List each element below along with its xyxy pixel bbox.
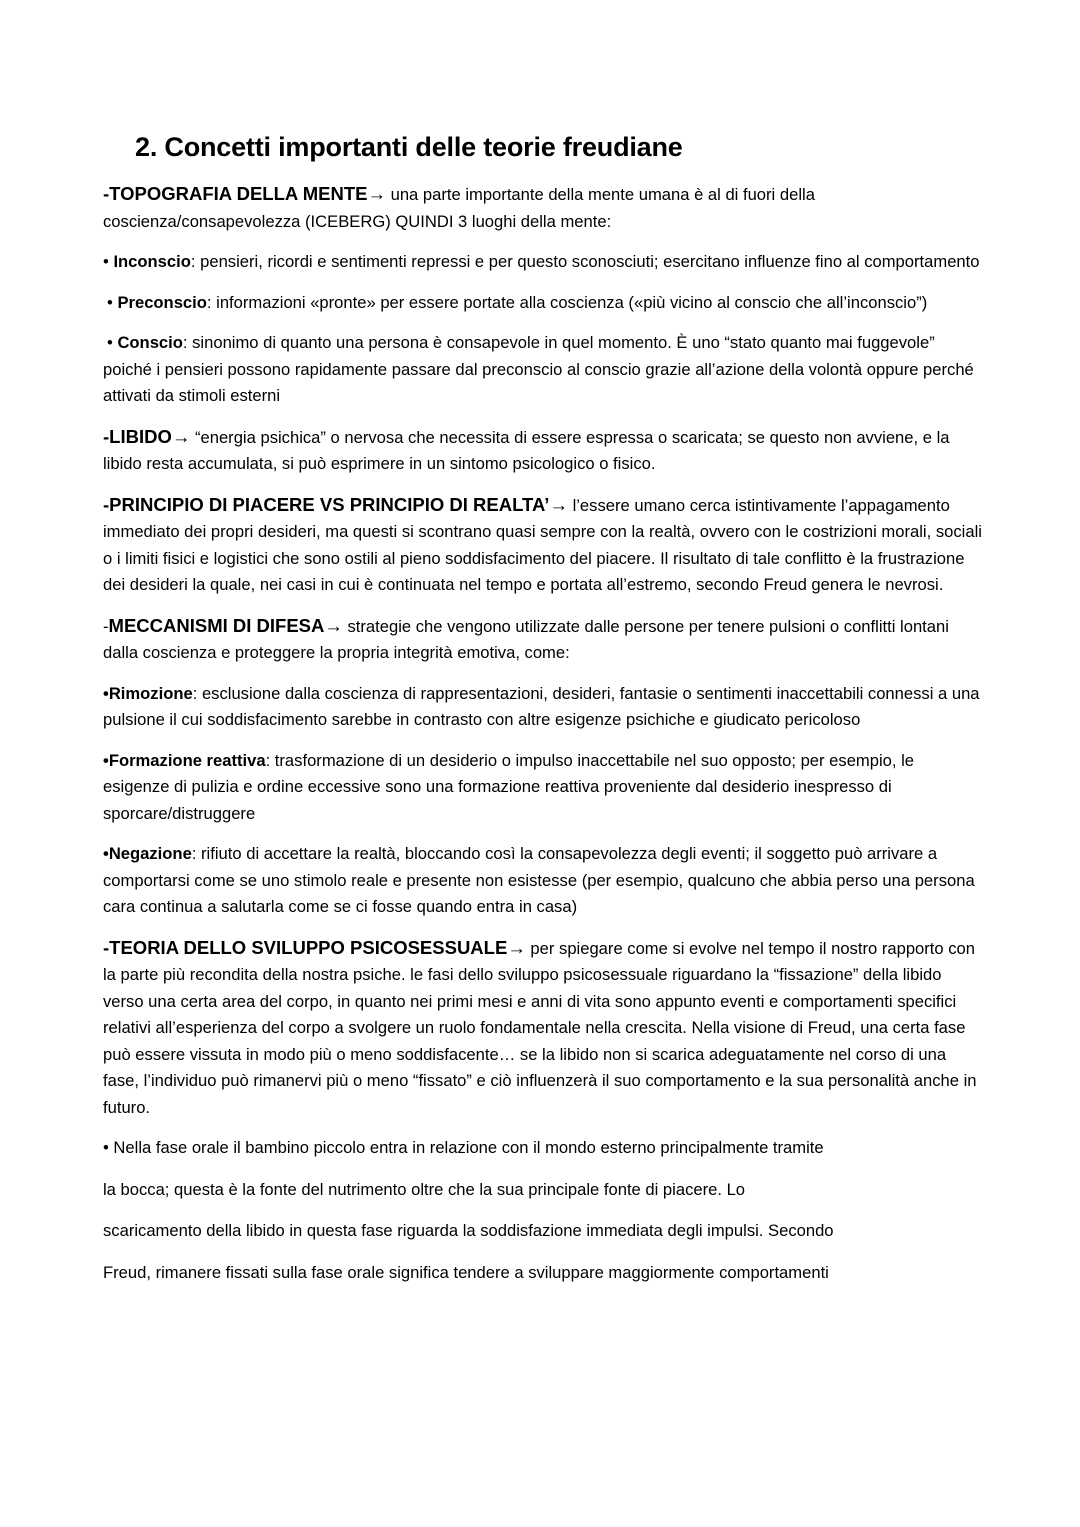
meccanismi-text: strategie che vengono utilizzate dalle persone per tenere pulsioni o conflitti lontani dalla coscienza e proteggere la propria integrità emotiva, come:: [103, 616, 949, 662]
inconscio-item: [103, 249, 983, 276]
rimozione-term: Rimozione: [108, 683, 193, 703]
meccanismi-prefix: -: [103, 616, 109, 636]
arrow-icon: →: [171, 425, 191, 447]
rimozione-text: : esclusione dalla coscienza di rappresentazioni, desideri, fantasie o sentimenti inaccettabili connessi a una pulsione il cui soddisfacimento sarebbe in contrasto con altre esigenze psichiche e giudicato pericoloso: [103, 683, 980, 729]
bullet-icon: •: [103, 683, 109, 703]
section-title: 2. Concetti importanti delle teorie freudiane: [135, 132, 683, 162]
meccanismi-heading: MECCANISMI DI DIFESA: [108, 614, 325, 636]
formazione-term: Formazione reattiva: [108, 750, 266, 770]
bullet-icon: •: [107, 292, 113, 312]
orale-line: Freud, rimanere fissati sulla fase orale significa tendere a sviluppare maggiormente comportamenti: [103, 1262, 829, 1282]
orale-line: • Nella fase orale il bambino piccolo entra in relazione con il mondo esterno principalmente tramite: [103, 1138, 824, 1157]
principio-heading: -PRINCIPIO DI PIACERE VS PRINCIPIO DI REALTA’: [103, 493, 550, 515]
formazione-text: : trasformazione di un desiderio o impulso inaccettabile nel suo opposto; per esempio, le esigenze di pulizia e ordine eccessive sono una formazione reattiva proveniente dal desiderio inespresso di sporcare/distruggere: [103, 750, 915, 823]
formazione-item: [103, 748, 983, 828]
conscio-item: [103, 330, 983, 410]
rimozione-item: [103, 681, 983, 734]
preconscio-item: [103, 290, 983, 317]
principio-paragraph: [103, 492, 983, 599]
arrow-icon: →: [549, 493, 568, 515]
topografia-paragraph: [103, 181, 983, 235]
negazione-term: Negazione: [108, 844, 192, 863]
meccanismi-paragraph: [103, 613, 983, 667]
teoria-text: per spiegare come si evolve nel tempo il nostro rapporto con la parte più recondita della nostra psiche. le fasi dello sviluppo psicosessuale riguardano la “fissazione” della libido verso una certa area del corpo, in quanto nei primi mesi e anni di vita sono appunto eventi e comportamenti specifici relativi all’esperienza del corpo a svolgere un ruolo fondamentale nella crescita. Nella visione di Freud, una certa fase può essere vissuta in modo più o meno soddisfacente… se la libido non si scarica adeguatamente nel corso di una fase, l’individuo può rimanervi più o meno “fissato” e ciò influenzerà il suo comportamento e la sua personalità anche in futuro.: [103, 938, 977, 1117]
preconscio-term: Preconscio: [117, 292, 207, 312]
bullet-icon: •: [103, 252, 109, 271]
orale-line: scaricamento della libido in questa fase riguarda la soddisfazione immediata degli impulsi. Secondo: [103, 1221, 834, 1240]
teoria-heading: -TEORIA DELLO SVILUPPO PSICOSESSUALE: [103, 936, 508, 958]
libido-heading: -LIBIDO: [103, 425, 172, 447]
topografia-heading: -TOPOGRAFIA DELLA MENTE: [103, 183, 368, 204]
negazione-item: [103, 841, 983, 921]
bullet-icon: •: [107, 333, 113, 352]
negazione-text: : rifiuto di accettare la realtà, bloccando così la consapevolezza degli eventi; il soggetto può arrivare a comportarsi come se uno stimolo reale e presente non esistesse (per esempio, qualcuno che abbia perso una persona cara continua a salutarla come se ci fosse quando entra in casa): [103, 844, 975, 916]
conscio-text: : sinonimo di quanto una persona è consapevole in quel momento. È uno “stato quanto mai fuggevole” poiché i pensieri possono rapidamente passare dal preconscio al conscio grazie all’azione della volontà oppure perché attivati da stimoli esterni: [103, 333, 974, 405]
libido-text: “energia psichica” o nervosa che necessita di essere espressa o scaricata; se questo non avviene, e la libido resta accumulata, si può esprimere in un sintomo psicologico o fisico.: [103, 427, 950, 473]
conscio-term: Conscio: [117, 333, 183, 352]
bullet-icon: •: [103, 844, 109, 863]
arrow-icon: →: [367, 183, 386, 204]
bullet-icon: •: [103, 750, 109, 770]
orale-line: la bocca; questa è la fonte del nutrimento oltre che la sua principale fonte di piacere. Lo: [103, 1179, 746, 1199]
teoria-paragraph: [103, 935, 983, 1122]
inconscio-text: : pensieri, ricordi e sentimenti repressi e per questo sconosciuti; esercitano influenze fino al comportamento: [190, 252, 980, 271]
principio-text: l’essere umano cerca istintivamente l’appagamento immediato dei propri desideri, ma questi si scontrano quasi sempre con la realtà, ovvero con le costrizioni morali, sociali o i limiti fisici e logistici che sono ostili al pieno soddisfacimento del piacere. Il risultato di tale conflitto è la frustrazione dei desideri la quale, nei casi in cui è continuata nel tempo e portata all’estremo, secondo Freud genera le nevrosi.: [103, 495, 982, 594]
preconscio-text: : informazioni «pronte» per essere portate alla coscienza («più vicino al conscio che all’inconscio”): [206, 292, 928, 312]
document-page: [103, 128, 983, 1301]
inconscio-term: Inconscio: [113, 252, 191, 271]
arrow-icon: →: [507, 936, 526, 958]
libido-paragraph: [103, 424, 983, 478]
arrow-icon: →: [324, 614, 343, 636]
topografia-text: una parte importante della mente umana è al di fuori della coscienza/consapevolezza (ICEBERG) QUINDI 3 luoghi della mente:: [103, 185, 815, 231]
